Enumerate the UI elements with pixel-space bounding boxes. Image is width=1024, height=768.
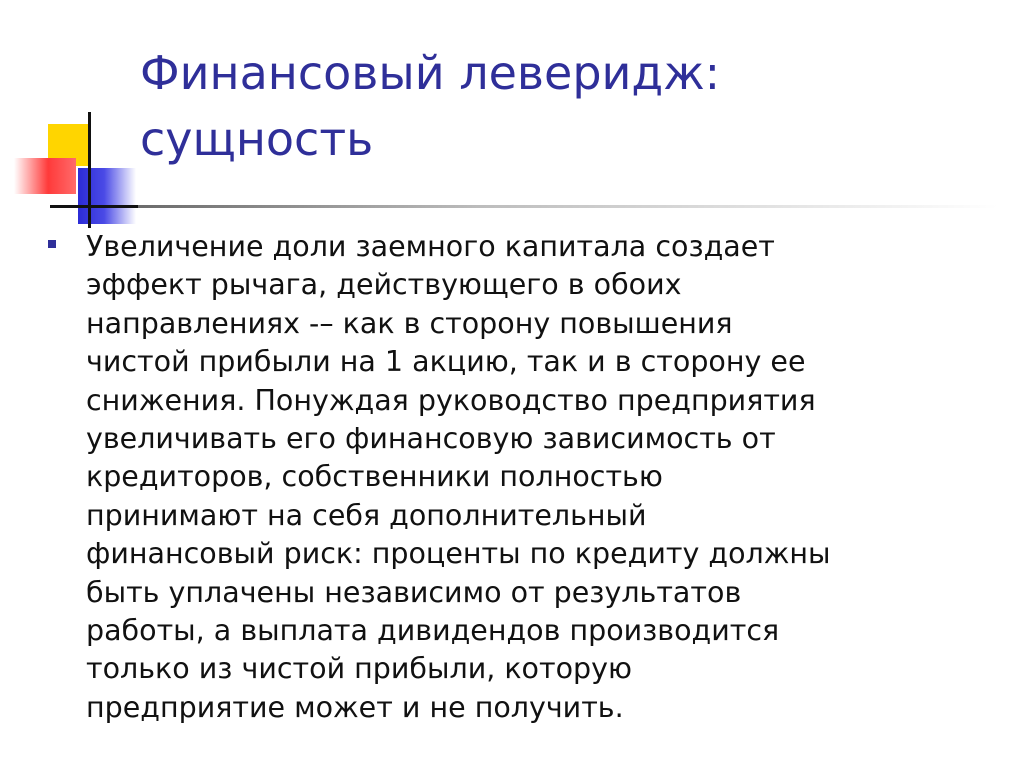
title-line: Финансовый леверидж: <box>140 46 721 100</box>
text-line: чистой прибыли на 1 акцию, так и в сторону ее <box>86 345 806 379</box>
vertical-rule <box>88 112 91 228</box>
blue-square <box>78 168 136 224</box>
text-line: направлениях -– как в сторону повышения <box>86 306 733 340</box>
text-line: быть уплачены независимо от результатов <box>86 575 742 609</box>
text-line: увеличивать его финансовую зависимость от <box>86 422 776 456</box>
text-line: кредиторов, собственники полностью <box>86 460 663 494</box>
bullet-text <box>86 228 1006 727</box>
red-square <box>14 158 76 194</box>
title-underline <box>138 205 998 208</box>
text-line: Увеличение доли заемного капитала создает <box>86 230 775 263</box>
horizontal-rule-left <box>50 205 140 208</box>
title-line: сущность <box>140 112 374 166</box>
text-line: только из чистой прибыли, которую <box>86 652 632 686</box>
text-line: снижения. Понуждая руководство предприятия <box>86 383 816 417</box>
bullet-marker <box>48 240 56 248</box>
text-line: работы, а выплата дивидендов производится <box>86 614 780 648</box>
text-line: принимают на себя дополнительный <box>86 498 647 532</box>
text-line: эффект рычага, действующего в обоих <box>86 268 682 302</box>
text-line: предприятие может и не получить. <box>86 690 624 724</box>
text-line: финансовый риск: проценты по кредиту должны <box>86 537 831 571</box>
slide-title <box>140 40 1000 172</box>
